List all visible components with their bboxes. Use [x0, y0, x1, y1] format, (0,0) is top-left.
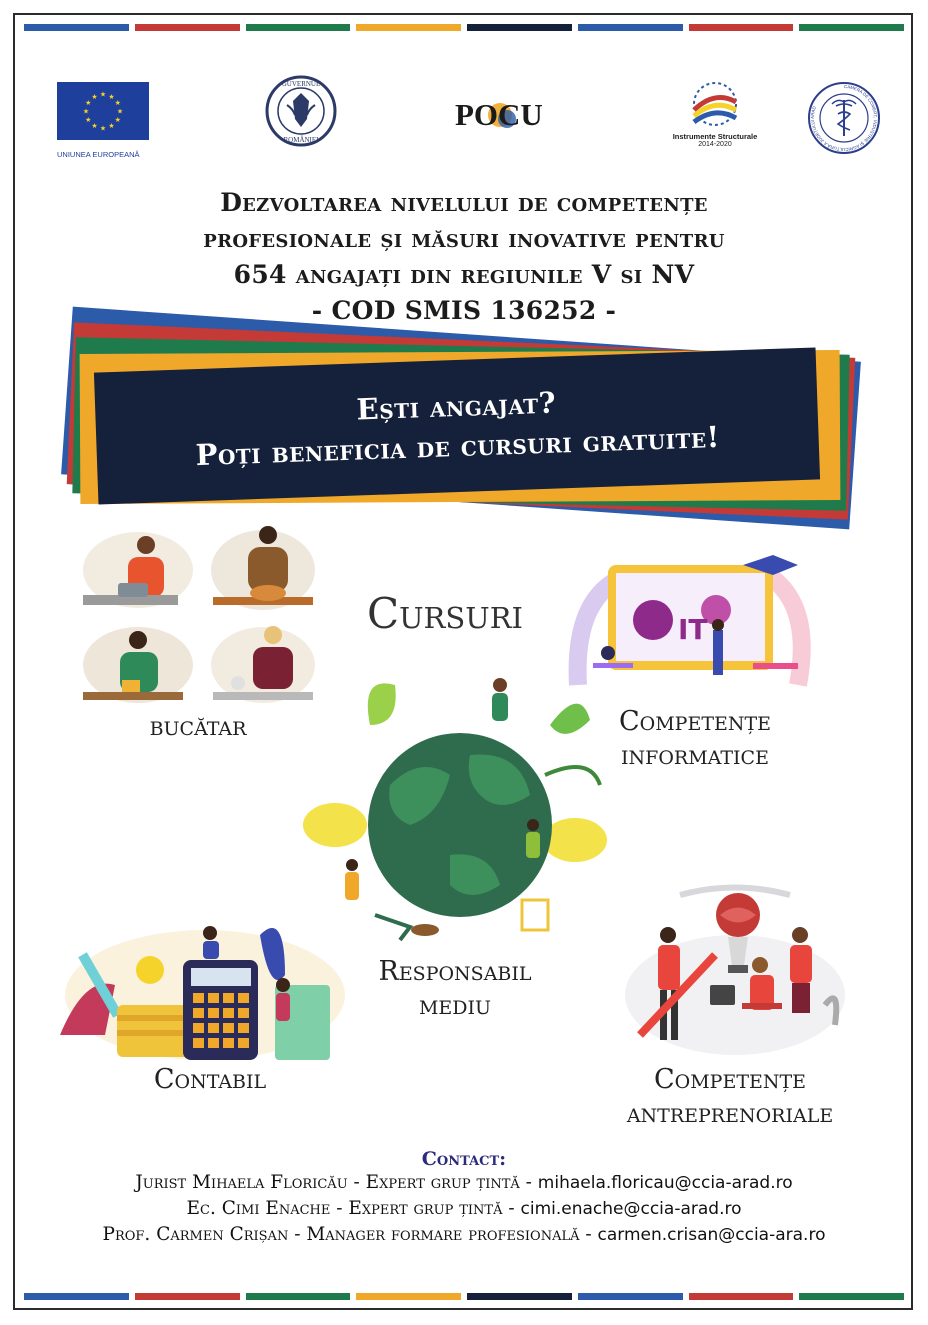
contact-email[interactable]: mihaela.floricau@ccia-arad.ro [537, 1173, 793, 1193]
courses-title: Cursuri [366, 589, 523, 638]
stripe-segment [467, 24, 572, 31]
antre-label-line1: Competențe [653, 1064, 807, 1095]
bottom-color-stripe [24, 1293, 904, 1300]
stripe-segment [24, 24, 129, 31]
contact-line [0, 1198, 928, 1219]
stripe-segment [689, 1293, 794, 1300]
stripe-segment [356, 1293, 461, 1300]
eu-star-icon: ★ [108, 122, 115, 131]
contact-title: Contact: [421, 1148, 507, 1170]
top-color-stripe [24, 24, 904, 31]
instrumente-line2: 2014-2020 [698, 141, 732, 148]
ccia-arad-logo [806, 80, 882, 160]
eu-star-icon: ★ [99, 90, 107, 99]
coat-of-arms-icon [265, 75, 337, 147]
contact-email[interactable]: carmen.crisan@ccia-ara.ro [597, 1225, 826, 1245]
logos-row [0, 75, 928, 170]
headline-line: Dezvoltarea nivelului de competențe [220, 188, 708, 217]
eu-star-icon: ★ [91, 92, 98, 101]
guvern-bottom-text: ROMÂNIEI [283, 136, 319, 144]
eu-label: UNIUNEA EUROPEANĂ [57, 150, 140, 159]
mediu-label-line2: mediu [418, 990, 492, 1021]
stripe-segment [467, 1293, 572, 1300]
it-label-line1: Competențe [618, 706, 772, 737]
eu-star-icon: ★ [91, 122, 98, 131]
contact-line [0, 1224, 928, 1245]
ccia-ring-text: CAMERA DE COMERȚ, INDUSTRIE ȘI AGRICULTURĂ A JUDEȚULUI ARAD [809, 83, 878, 153]
banner-offer: Poți beneficia de cursuri gratuite! [195, 419, 721, 473]
eu-star-icon: ★ [99, 124, 107, 133]
course-label-it [585, 705, 805, 773]
accountant-illustration [55, 915, 345, 1065]
course-label-bucatar: bucătar [149, 711, 247, 742]
stripe-segment [799, 1293, 904, 1300]
eu-star-icon: ★ [116, 107, 124, 116]
instrumente-line1: Instrumente Structurale [672, 132, 758, 141]
stripe-segment [689, 24, 794, 31]
instrumente-structurale-logo [665, 80, 765, 148]
stripe-segment [135, 1293, 240, 1300]
course-label-contabil: Contabil [153, 1064, 267, 1095]
course-label-antreprenoriale [585, 1063, 875, 1131]
stripe-segment [24, 1293, 129, 1300]
contact-role: Prof. Carmen Crișan - Manager formare profesională - [102, 1224, 598, 1245]
free-courses-banner [94, 347, 820, 504]
antre-label-line2: antreprenoriale [626, 1098, 834, 1129]
it-badge-text: IT [678, 613, 708, 646]
it-label-line2: informatice [621, 740, 769, 771]
eu-star-icon: ★ [114, 116, 121, 124]
entrepreneurship-illustration [620, 885, 850, 1055]
mediu-label-line1: Responsabil [378, 956, 532, 987]
pocu-logo [455, 95, 550, 139]
contact-role: Jurist Mihaela Floricău - Expert grup țintă - [135, 1172, 538, 1193]
headline-line: 654 angajați din regiunile V si NV [233, 260, 695, 289]
eu-flag-icon [57, 82, 149, 144]
smis-code: - COD SMIS 136252 - [311, 296, 617, 325]
guvern-top-text: GUVERNUL [281, 80, 321, 88]
structural-instruments-icon [680, 80, 750, 128]
stripe-segment [246, 1293, 351, 1300]
caduceus-seal-icon [806, 80, 882, 156]
eu-logo [57, 82, 149, 159]
stripe-segment [578, 1293, 683, 1300]
contact-role: Ec. Cimi Enache - Expert grup țintă - [186, 1198, 521, 1219]
banner-question: Ești angajat? [355, 385, 557, 427]
course-label-mediu [345, 955, 565, 1023]
stripe-segment [135, 24, 240, 31]
contact-line [0, 1172, 928, 1193]
eu-star-icon: ★ [85, 99, 92, 107]
pocu-text: POCU [455, 97, 543, 132]
stripe-segment [356, 24, 461, 31]
stripe-segment [246, 24, 351, 31]
project-headline [100, 185, 828, 329]
headline-line: profesionale și măsuri inovative pentru [203, 224, 725, 253]
eu-star-icon: ★ [108, 92, 115, 101]
eu-star-icon: ★ [85, 116, 92, 124]
environment-globe-illustration [300, 665, 610, 945]
contact-email[interactable]: cimi.enache@ccia-arad.ro [520, 1199, 742, 1219]
guvernul-romaniei-logo [265, 75, 337, 151]
chef-illustration [78, 525, 318, 710]
eu-star-icon: ★ [114, 99, 121, 107]
stripe-segment [578, 24, 683, 31]
stripe-segment [799, 24, 904, 31]
eu-star-icon: ★ [82, 107, 90, 116]
